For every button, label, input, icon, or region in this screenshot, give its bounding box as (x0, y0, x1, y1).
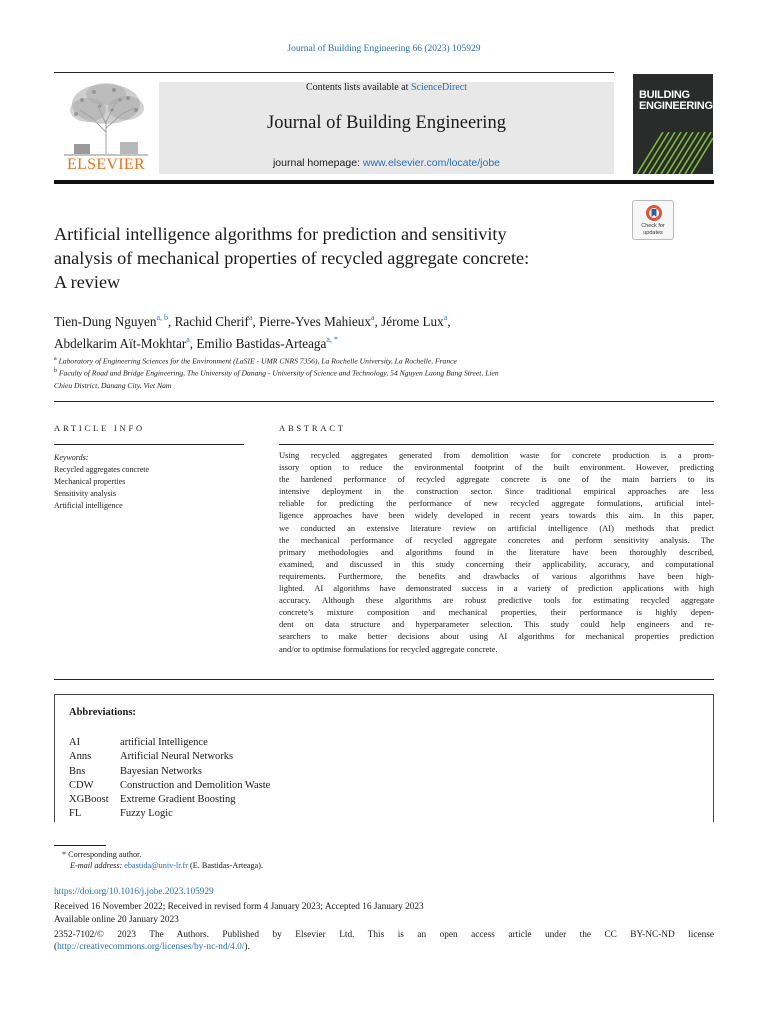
license-statement: 2352-7102/© 2023 The Authors. Published by Elsevier Ltd. This is an open access article under the CC BY-NC-ND license (54, 930, 714, 940)
received-dates: Received 16 November 2022; Received in revised form 4 January 2023; Accepted 16 January 2023 (54, 902, 424, 912)
license-url-line (54, 942, 250, 952)
keyword-item: Mechanical properties (54, 477, 126, 486)
abstract-line: ligence approaches have been widely developed in recent years towards this aim. In this paper, (279, 510, 714, 521)
abstract-line: accuracy. Although these algorithms are robust predictive tools for estimating recycled aggregate (279, 595, 714, 606)
abbreviation-definition: artificial Intelligence (120, 737, 208, 748)
journal-title: Journal of Building Engineering (267, 113, 506, 133)
check-updates-line1: Check for (641, 223, 665, 229)
author-separator: , (168, 314, 175, 329)
email-footnote (70, 860, 263, 872)
cover-title (639, 89, 713, 112)
author-affil-marker[interactable]: a, * (326, 335, 338, 344)
author-name: Pierre-Yves Mahieux (259, 314, 371, 329)
affiliation-text: Laboratory of Engineering Sciences for the Environment (LaSIE - UMR CNRS 7356), La Rochelle University, La Rochelle, France (58, 356, 457, 366)
email-suffix: (E. Bastidas-Arteaga). (187, 861, 264, 870)
author-name: Tien-Dung Nguyen (54, 314, 157, 329)
abstract-line: reliable for predicting the performance of new recycled aggregate formulations, artificial intel- (279, 498, 714, 509)
keyword-item: Sensitivity analysis (54, 489, 116, 498)
homepage-prefix: journal homepage: (272, 157, 363, 169)
author-affil-marker[interactable]: a (443, 313, 448, 322)
author-separator: , (374, 314, 382, 329)
email-label: E-mail address: (70, 861, 125, 870)
abstract-line: Using recycled aggregates generated from demolition waste for concrete production is a prom- (279, 450, 714, 460)
article-title (54, 222, 624, 294)
abbreviation-term: CDW (69, 779, 94, 791)
title-line: analysis of mechanical properties of recycled aggregate concrete: (54, 248, 530, 268)
title-line: A review (54, 272, 121, 292)
abbreviation-definition: Extreme Gradient Boosting (120, 794, 236, 806)
cover-title-line2: ENGINEERING (639, 100, 713, 112)
author-affil-marker[interactable]: a (370, 313, 375, 322)
abbreviation-row (69, 807, 270, 821)
abbreviation-definition: Artificial Neural Networks (120, 751, 234, 763)
abbreviation-row (69, 793, 270, 807)
affiliation-b (54, 365, 614, 392)
abbreviation-definition: Bayesian Networks (120, 765, 202, 777)
abstract-line: concrete’s mixture composition and mechanical properties, their performance is highly depen- (279, 607, 714, 618)
abstract-line: primary methodologies and algorithms found in the literature have been thoroughly described, (279, 546, 714, 557)
email-link[interactable]: ebastida@univ-lr.fr (124, 861, 188, 870)
keyword-item: Artificial intelligence (54, 501, 123, 510)
sciencedirect-link[interactable]: ScienceDirect (410, 82, 468, 93)
license-open-paren: ( (54, 942, 58, 952)
cover-title-line1: BUILDING (639, 89, 690, 101)
abstract-line: examined, and discussed in this study concerning their applicability, accuracy, and computational (279, 558, 714, 569)
author-affil-marker[interactable]: a (248, 313, 253, 322)
affiliation-marker: b (54, 368, 57, 374)
bookmark-icon (645, 204, 663, 222)
contents-available (159, 82, 614, 93)
journal-cover (633, 74, 713, 174)
abbreviation-definition: Construction and Demolition Waste (120, 779, 271, 791)
abbreviation-term: XGBoost (69, 794, 109, 806)
author-separator: , (252, 314, 260, 329)
check-updates-line2: updates (643, 229, 663, 236)
abstract-line: requirements. Furthermore, the benefits and drawbacks of various algorithms have been high- (279, 570, 714, 581)
section-rule (54, 401, 714, 402)
affiliation-marker: a (54, 356, 57, 362)
check-for-updates-badge[interactable] (632, 200, 674, 240)
author-line-2 (54, 331, 654, 353)
cover-graphic (633, 118, 713, 174)
abbreviation-row (69, 765, 270, 779)
title-line: Artificial intelligence algorithms for prediction and sensitivity (54, 224, 507, 244)
abbreviation-row (69, 779, 270, 793)
author-separator: , (189, 336, 197, 351)
journal-homepage (159, 157, 614, 169)
header-rule-bottom (54, 180, 714, 184)
author-affil-marker[interactable]: a (186, 335, 190, 344)
article-info-heading: ARTICLE INFO (54, 423, 145, 433)
abstract-heading: ABSTRACT (279, 423, 346, 433)
abbreviation-definition: Fuzzy Logic (120, 808, 173, 820)
abbreviation-term: FL (69, 808, 82, 820)
doi-link[interactable]: https://doi.org/10.1016/j.jobe.2023.105929 (54, 887, 214, 897)
abstract-line: and/or to optimise formulations for recycled aggregate concrete. (279, 643, 498, 654)
footnote-rule (54, 845, 106, 846)
abstract-body (279, 449, 714, 655)
abbreviation-term: Bns (69, 765, 86, 777)
affiliation-text: Faculty of Road and Bridge Engineering, The University of Danang - University of Science and Technology, 54 Nguyen Luong Bang Street, Lien (58, 368, 499, 378)
contents-prefix: Contents lists available at (305, 82, 411, 93)
author-affil-marker[interactable]: a, b (156, 313, 169, 322)
header-rule-top (54, 72, 614, 73)
corresponding-author-note: * Corresponding author. (62, 850, 142, 859)
check-for-updates-text (633, 223, 673, 236)
abstract-end-rule (54, 679, 714, 680)
abstract-line: the hardened performance of recycled aggregate concrete is one of the main barriers to its (279, 474, 714, 485)
keyword-item: Recycled aggregates concrete (54, 465, 150, 474)
journal-citation[interactable]: Journal of Building Engineering 66 (2023) 105929 (287, 44, 481, 54)
license-close-paren: ). (244, 942, 250, 952)
abstract-line: intensive deployment in the construction sector. Since traditional empirical approaches are less (279, 486, 714, 497)
elsevier-wordmark: ELSEVIER (67, 156, 145, 173)
author-line-1 (54, 309, 654, 331)
abstract-line: issory option to reduce the environmental footprint of the built environment. However, predicting (279, 462, 714, 473)
author-name: Rachid Cherif (174, 314, 249, 329)
keywords-block (54, 452, 254, 512)
abstract-line: dent on data structure and hyperparameter selection. This study could help engineers and re- (279, 619, 714, 630)
affiliation-text-cont: Chieu District, Danang City, Viet Nam (54, 380, 172, 390)
abstract-line: we conducted an extensive literature review on artificial intelligence (AI) methods that predict (279, 522, 714, 533)
abbreviation-row (69, 736, 270, 750)
abbreviation-row (69, 750, 270, 764)
article-info-rule (54, 444, 244, 445)
abbreviation-term: Anns (69, 751, 92, 763)
author-name: Emilio Bastidas-Arteaga (196, 336, 327, 351)
abstract-line: the mechanical performance of recycled aggregate concretes and perform sensitivity analysis. The (279, 534, 714, 545)
abstract-line: searchers to make better decisions about using AI algorithms for mechanical properties prediction (279, 631, 714, 642)
abstract-rule (279, 444, 714, 445)
abbreviations-heading: Abbreviations: (69, 707, 136, 718)
author-separator: , (447, 314, 451, 329)
abstract-line: lighted. AI algorithms have demonstrated success in a variety of prediction applications with high (279, 583, 714, 594)
available-online: Available online 20 January 2023 (54, 915, 179, 925)
author-list (54, 309, 654, 353)
homepage-link[interactable]: www.elsevier.com/locate/jobe (362, 157, 501, 169)
abbreviation-term: AI (69, 737, 81, 748)
keywords-label: Keywords: (54, 453, 89, 462)
license-link[interactable]: http://creativecommons.org/licenses/by-nc-nd/4.0/ (57, 942, 245, 952)
abbreviations-table (69, 736, 270, 822)
author-name: Abdelkarim Aït-Mokhtar (54, 336, 187, 351)
author-name: Jérome Lux (381, 314, 444, 329)
